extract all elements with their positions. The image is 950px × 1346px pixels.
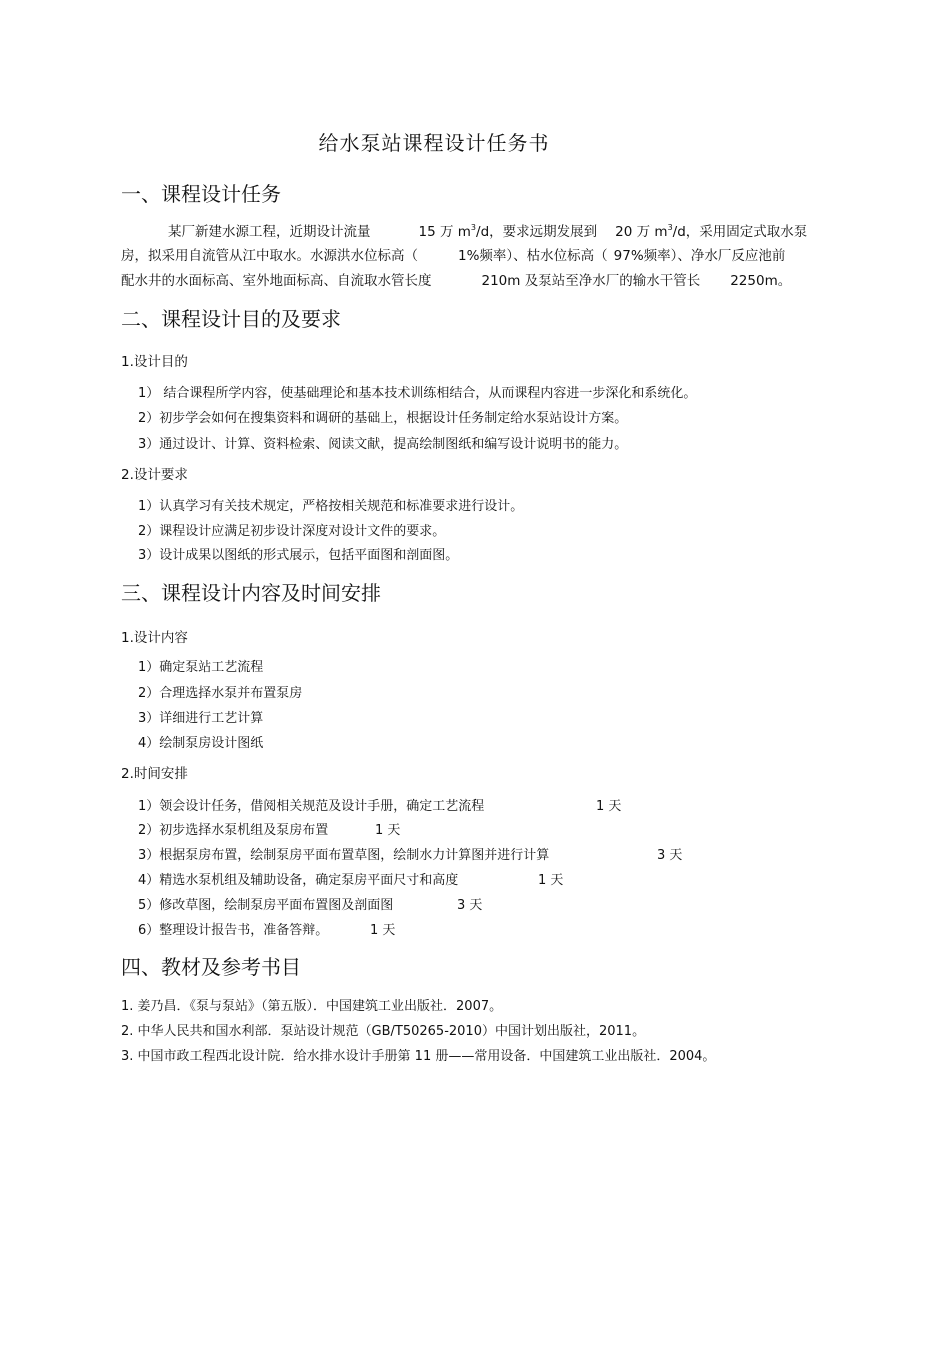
schedule-item-1: 1）领会设计任务，借阅相关规范及设计手册，确定工艺流程 bbox=[138, 799, 485, 814]
long-term-flow: 20 万 m bbox=[615, 224, 668, 240]
requirement-item-2: 2）课程设计应满足初步设计深度对设计文件的要求。 bbox=[138, 524, 446, 539]
schedule-item-5: 5）修改草图，绘制泵房平面布置图及剖面图 bbox=[138, 898, 394, 913]
requirement-heading: 2.设计要求 bbox=[121, 467, 188, 483]
task-paragraph-line-2 bbox=[121, 244, 785, 264]
purpose-heading: 1.设计目的 bbox=[121, 354, 188, 370]
task-paragraph-line-3 bbox=[121, 269, 791, 289]
section-3-heading: 三、课程设计内容及时间安排 bbox=[121, 581, 381, 605]
schedule-duration-1: 1 天 bbox=[596, 799, 622, 814]
task-text-2b: 1%频率）、枯水位标高（ bbox=[458, 248, 608, 264]
schedule-duration-6: 1 天 bbox=[370, 923, 396, 938]
long-term-flow-exponent: 3 bbox=[667, 223, 673, 232]
content-item-3: 3）详细进行工艺计算 bbox=[138, 711, 264, 726]
schedule-duration-5: 3 天 bbox=[457, 898, 483, 913]
task-text-3a: 配水井的水面标高、室外地面标高、自流取水管长度 bbox=[121, 273, 432, 289]
near-term-flow-exponent: 3 bbox=[470, 223, 477, 232]
content-item-1: 1）确定泵站工艺流程 bbox=[138, 660, 264, 675]
task-text-2a: 房，拟采用自流管从江中取水。水源洪水位标高（ bbox=[121, 248, 418, 264]
content-heading: 1.设计内容 bbox=[121, 630, 188, 646]
section-4-heading: 四、教材及参考书目 bbox=[121, 955, 301, 979]
content-item-2: 2）合理选择水泵并布置泵房 bbox=[138, 686, 303, 701]
task-paragraph-line-1 bbox=[168, 220, 807, 240]
purpose-item-1: 1） 结合课程所学内容，使基础理论和基本技术训练相结合，从而课程内容进一步深化和系统化。 bbox=[138, 386, 697, 401]
task-text-1b: /d，要求远期发展到 bbox=[476, 224, 598, 240]
section-1-heading: 一、课程设计任务 bbox=[121, 182, 281, 206]
schedule-duration-3: 3 天 bbox=[657, 848, 683, 863]
requirement-item-3: 3）设计成果以图纸的形式展示，包括平面图和剖面图。 bbox=[138, 548, 459, 563]
task-text-1a: 某厂新建水源工程，近期设计流量 bbox=[168, 224, 371, 240]
schedule-duration-2: 1 天 bbox=[375, 823, 401, 838]
schedule-item-3: 3）根据泵房布置，绘制泵房平面布置草图，绘制水力计算图并进行计算 bbox=[138, 848, 550, 863]
schedule-heading: 2.时间安排 bbox=[121, 766, 188, 782]
document-title: 给水泵站课程设计任务书 bbox=[318, 131, 550, 155]
purpose-item-3: 3）通过设计、计算、资料检索、阅读文献，提高绘制图纸和编写设计说明书的能力。 bbox=[138, 437, 628, 452]
reference-item-3: 3. 中国市政工程西北设计院．给水排水设计手册第 11 册——常用设备．中国建筑工业出版社．2004。 bbox=[121, 1049, 716, 1064]
task-text-3b: 210m 及泵站至净水厂的输水干管长 bbox=[481, 273, 701, 289]
task-text-2c: 97%频率）、净水厂反应池前 bbox=[613, 248, 786, 264]
reference-item-2: 2. 中华人民共和国水利部．泵站设计规范（GB/T50265-2010）中国计划出版社，2011。 bbox=[121, 1024, 646, 1039]
task-text-1c: /d，采用固定式取水泵 bbox=[672, 224, 808, 240]
reference-item-1: 1. 姜乃昌．《泵与泵站》（第五版）．中国建筑工业出版社．2007。 bbox=[121, 999, 503, 1014]
schedule-duration-4: 1 天 bbox=[538, 873, 564, 888]
content-item-4: 4）绘制泵房设计图纸 bbox=[138, 736, 264, 751]
schedule-item-4: 4）精选水泵机组及辅助设备，确定泵房平面尺寸和高度 bbox=[138, 873, 459, 888]
task-text-3c: 2250m。 bbox=[730, 273, 792, 289]
section-2-heading: 二、课程设计目的及要求 bbox=[121, 307, 341, 331]
schedule-item-6: 6）整理设计报告书，准备答辩。 bbox=[138, 923, 329, 938]
requirement-item-1: 1）认真学习有关技术规定，严格按相关规范和标准要求进行设计。 bbox=[138, 499, 524, 514]
schedule-item-2: 2）初步选择水泵机组及泵房布置 bbox=[138, 823, 329, 838]
purpose-item-2: 2）初步学会如何在搜集资料和调研的基础上，根据设计任务制定给水泵站设计方案。 bbox=[138, 411, 628, 426]
near-term-flow: 15 万 m bbox=[418, 224, 471, 240]
